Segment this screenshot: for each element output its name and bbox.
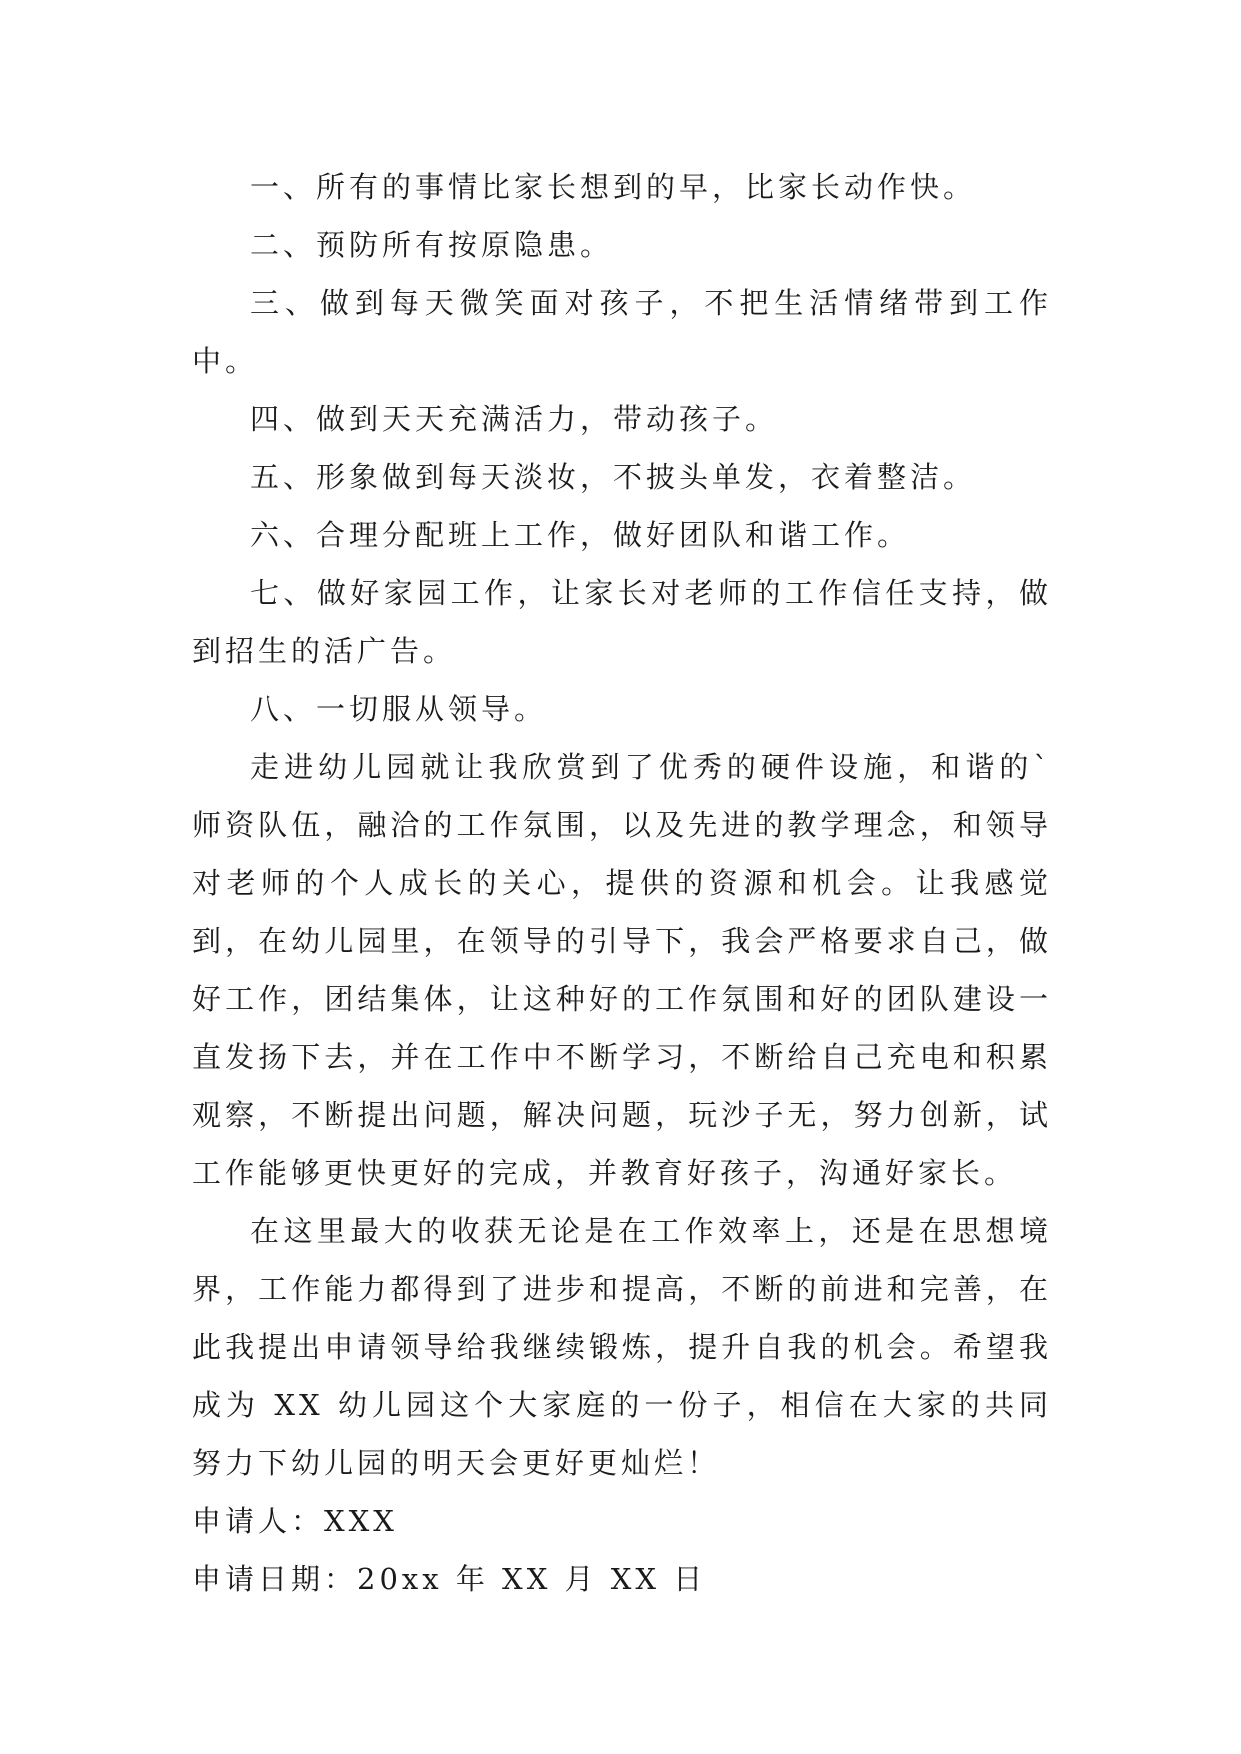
list-item-2: 二、预防所有按原隐患。 bbox=[250, 228, 614, 262]
list-item-7: 七、做好家园工作，让家长对老师的工作信任支持，做到招生的活广告。 bbox=[192, 576, 1052, 668]
body-paragraph-2: 在这里最大的收获无论是在工作效率上，还是在思想境界，工作能力都得到了进步和提高，不断的前进和完善，在此我提出申请领导给我继续锻炼，提升自我的机会。希望我成为 XX 幼儿园这个大家庭的一份子，相信在大家的共同努力下幼儿园的明天会更好更灿烂！ bbox=[192, 1214, 1052, 1480]
list-item-1: 一、所有的事情比家长想到的早，比家长动作快。 bbox=[250, 170, 977, 204]
application-date-line: 申请日期：20xx 年 XX 月 XX 日 bbox=[192, 1562, 707, 1596]
list-item-6: 六、合理分配班上工作，做好团队和谐工作。 bbox=[250, 518, 911, 552]
applicant-line: 申请人：XXX bbox=[192, 1504, 398, 1538]
list-item-3: 三、做到每天微笑面对孩子，不把生活情绪带到工作中。 bbox=[192, 286, 1052, 378]
document-body bbox=[192, 158, 1052, 1608]
body-paragraph-1: 走进幼儿园就让我欣赏到了优秀的硬件设施，和谐的`师资队伍，融洽的工作氛围，以及先进的教学理念，和领导对老师的个人成长的关心，提供的资源和机会。让我感觉到，在幼儿园里，在领导的引导下，我会严格要求自己，做好工作，团结集体，让这种好的工作氛围和好的团队建设一直发扬下去，并在工作中不断学习，不断给自己充电和积累观察，不断提出问题，解决问题，玩沙子无，努力创新，试工作能够更快更好的完成，并教育好孩子，沟通好家长。 bbox=[192, 750, 1052, 1190]
list-item-8: 八、一切服从领导。 bbox=[250, 692, 548, 726]
list-item-5: 五、形象做到每天淡妆，不披头单发，衣着整洁。 bbox=[250, 460, 977, 494]
list-item-4: 四、做到天天充满活力，带动孩子。 bbox=[250, 402, 779, 436]
